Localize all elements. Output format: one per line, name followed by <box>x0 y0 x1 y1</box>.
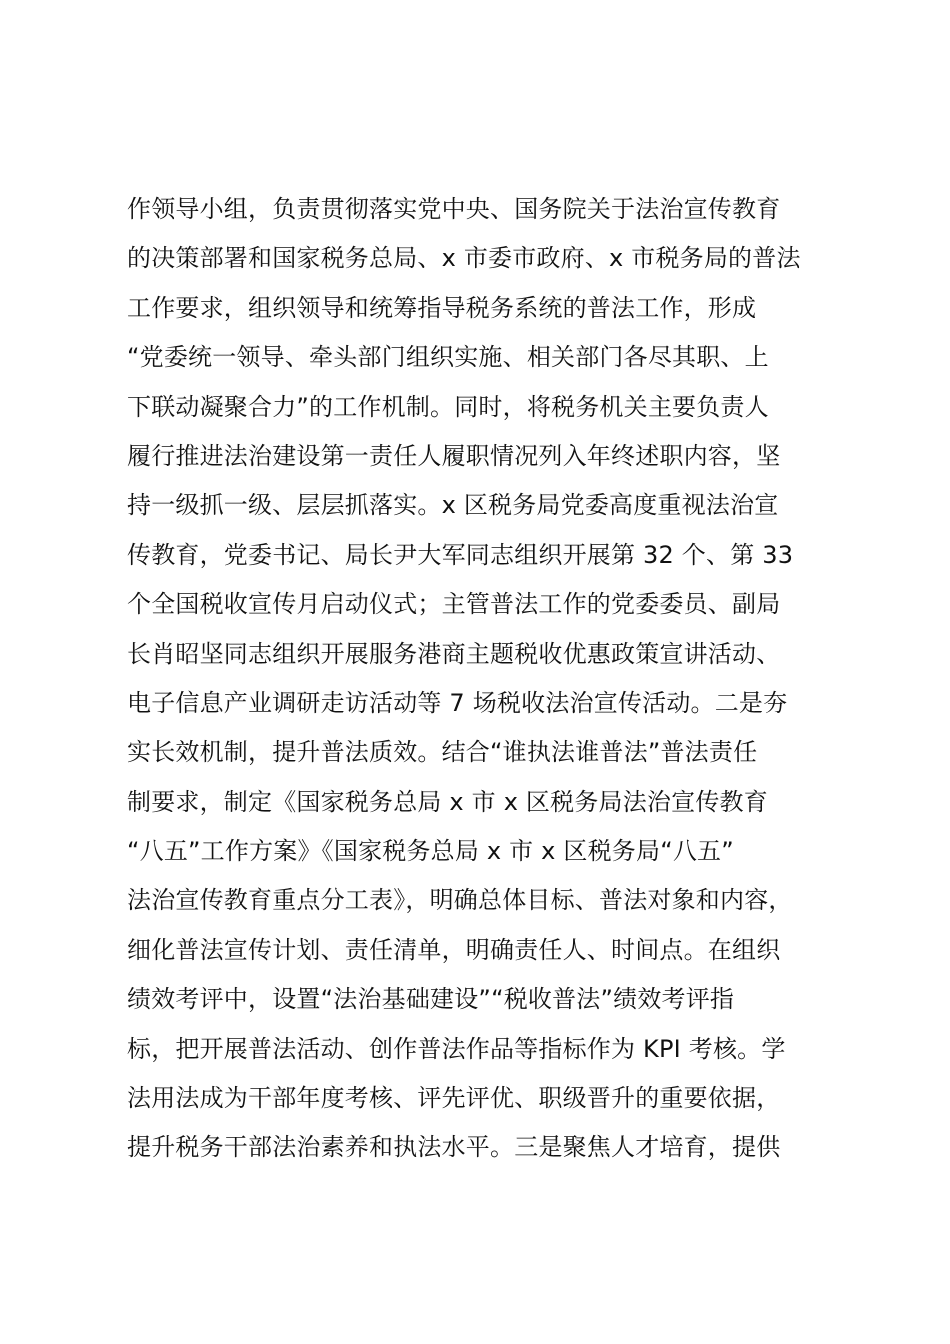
text-line: “八五”工作方案》《国家税务总局 x 市 x 区税务局“八五” <box>127 837 734 866</box>
text-line: 实长效机制，提升普法质效。结合“谁执法谁普法”普法责任 <box>127 738 758 767</box>
text-line: 绩效考评中，设置“法治基础建设”“税收普法”绩效考评指 <box>127 985 735 1014</box>
text-line: 下联动凝聚合力”的工作机制。同时，将税务机关主要负责人 <box>127 392 769 421</box>
text-line: 工作要求，组织领导和统筹指导税务系统的普法工作，形成 <box>127 293 757 322</box>
text-line: 电子信息产业调研走访活动等 7 场税收法治宣传活动。二是夯 <box>127 688 788 717</box>
text-line: 个全国税收宣传月启动仪式；主管普法工作的党委委员、副局 <box>127 590 781 619</box>
text-line: 履行推进法治建设第一责任人履职情况列入年终述职内容，坚 <box>127 441 781 470</box>
text-line: 细化普法宣传计划、责任清单，明确责任人、时间点。在组织 <box>127 935 781 964</box>
text-line: 作领导小组，负责贯彻落实党中央、国务院关于法治宣传教育 <box>127 195 781 223</box>
text-line: 传教育，党委书记、局长尹大军同志组织开展第 32 个、第 33 <box>127 540 794 569</box>
text-line: 的决策部署和国家税务总局、x 市委市政府、x 市税务局的普法 <box>127 244 801 273</box>
text-line: 标，把开展普法活动、创作普法作品等指标作为 KPI 考核。学 <box>127 1034 786 1063</box>
body-paragraph <box>127 185 867 1173</box>
text-line: 制要求，制定《国家税务总局 x 市 x 区税务局法治宣传教育 <box>127 787 768 816</box>
text-line: 法用法成为干部年度考核、评先评优、职级晋升的重要依据， <box>127 1084 781 1113</box>
text-line: 提升税务干部法治素养和执法水平。三是聚焦人才培育，提供 <box>127 1133 781 1162</box>
text-line: “党委统一领导、牵头部门组织实施、相关部门各尽其职、上 <box>127 343 769 372</box>
text-line: 法治宣传教育重点分工表》，明确总体目标、普法对象和内容， <box>127 886 793 915</box>
text-line: 长肖昭坚同志组织开展服务港商主题税收优惠政策宣讲活动、 <box>127 639 781 668</box>
text-line: 持一级抓一级、层层抓落实。x 区税务局党委高度重视法治宣 <box>127 491 779 520</box>
